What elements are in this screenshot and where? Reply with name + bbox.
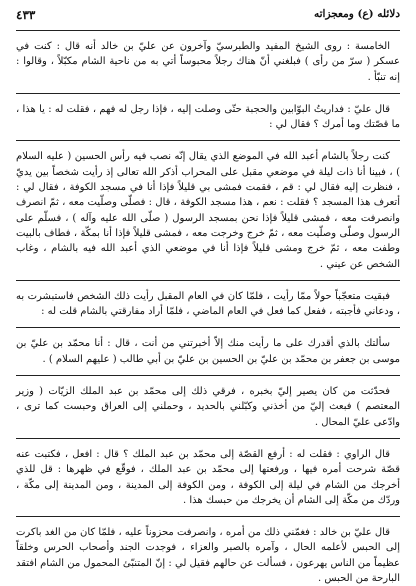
paragraph-divider: [16, 140, 400, 141]
paragraph: فبقيت متعجّباً حولاً ممّا رأيت ، فلمّا كان في العام المقبل رأيت ذلك الشخص فاستبشرت به ، ودعاني فأجبته ، ففعل كما فعل في العام الماضي ، فلمّا أراد مفارقتي بالشام قلت له :: [16, 290, 400, 318]
page-number: ٤٣٣: [16, 8, 36, 22]
paragraph-divider: [16, 327, 400, 328]
paragraph: كنت رجلاً بالشام أعبد الله في الموضع الذي يقال إنّه نصب فيه رأس الحسين ( عليه السلام ) ، فبينا أنا ذات ليلة في موضعي مقبل على المحراب أذكر الله تعالى إذ رأيت شخصاً بين يديّ ، فنظرت إليه فقال لي : قم ، فقمت فمشى بي قليلاً فإذا أنا في مسجد الكوفة ، فقال لي : أتعرف هذا المسجد ؟ فقلت : نعم ، هذا مسجد الكوفة ، قال : فصلّى وصلّيت معه ، ثمّ انصرف وانصرفت معه ، فمشى قليلاً فإذا نحن بمسجد الرسول ( صلّى الله عليه وآله ) ، فسلّم على الرسول وصلّى وصلّيت معه ، ثمّ خرج وخرجت معه ، فمشى قليلاً فإذا أنا بمكّة ، فطاف بالبيت وطفت معه ، ثمّ خرج ومشى قليلاً فإذا أنا في موضعي الذي أعبد الله فيه بالشام ، وغاب الشخص عن عيني .: [16, 151, 400, 270]
paragraph: قال الراوي : فقلت له : أرفع القصّة إلى محمّد بن عبد الملك ؟ قال : افعل ، فكتبت عنه قصّة شرحت أمره فيها ، ورفعتها إلى محمّد بن عبد الملك ، فوقّع في ظهرها : قل للذي أخرجك من الشام في ليلة إلى الكوفة ، ومن الكوفة إلى المدينة ، ومن المدينة إلى مكّة ، وردّك من مكّة إلى الشام أن يخرجك من حبسك هذا .: [16, 448, 400, 506]
paragraph: سألتك بالذي أقدرك على ما رأيت منك إلاّ أخبرتني من أنت ، قال : أنا محمّد بن عليّ بن موسى بن جعفر بن محمّد بن عليّ بن الحسين بن عليّ بن أبي طالب ( عليهم السلام ) .: [16, 338, 400, 365]
paragraph: قال عليّ بن خالد : فغمّني ذلك من أمره ، وانصرفت محزوناً عليه ، فلمّا كان من الغد باكرت إلى الحبس لأعلمه الحال ، وآمره بالصبر والعزاء ، فوجدت الجند وأصحاب الحرس وخلقاً عظيماً من الناس يهرعون ، فسألت عن حالهم فقيل لي : إنّ المتنبّئ المحمول من الشام افتقد البارحة من الحبس .: [16, 527, 400, 585]
paragraph: قال عليّ : فداريتُ البوّابين والحجبة حتّى وصلت إليه ، فإذا رجل له فهم ، فقلت له : يا هذا ، ما قصّتك وما أمرك ؟ فقال لي :: [16, 103, 400, 131]
paragraph: الخامسة : روى الشيخ المفيد والطبرسيّ وآخرون عن عليّ بن خالد أنه قال : كنت في عسكر ( سرّ من رأى ) فبلغني أنّ هناك رجلاً محبوساً أتي به من ناحية الشام مكبّلاً ، وقالوا : إنه تنبّأ .: [16, 41, 400, 83]
page-body: [16, 39, 400, 586]
paragraph-divider: [16, 93, 400, 94]
paragraph-divider: [16, 438, 400, 439]
running-title: دلائله (ع) ومعجزاته: [313, 8, 400, 20]
paragraph: فحدّثت من كان يصير إليّ بخبره ، فرقي ذلك إلى محمّد بن عبد الملك الزيّات ( وزير المعتصم ) فبعث إليّ من أخذني وكبّلني بالحديد ، وحملني إلى العراق وحبست كما ترى ، وادّعى عليّ المحال .: [16, 386, 400, 428]
page-header: [16, 6, 400, 26]
paragraph-divider: [16, 375, 400, 376]
paragraph-divider: [16, 516, 400, 517]
paragraph-divider: [16, 280, 400, 281]
header-rule: [16, 30, 400, 31]
